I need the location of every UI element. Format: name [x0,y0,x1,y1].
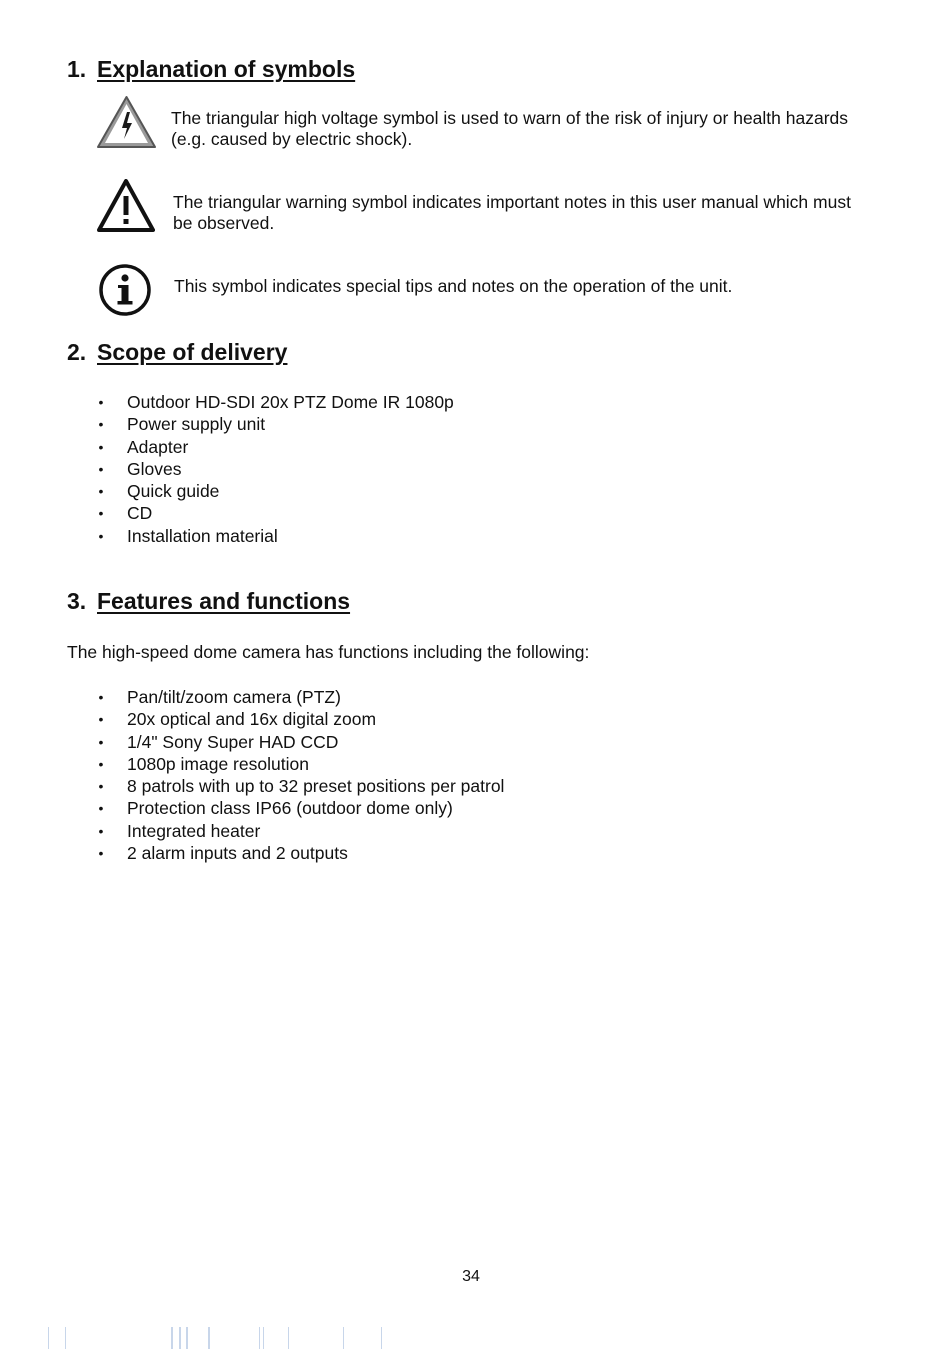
list-item [96,708,504,730]
list-item [96,731,504,753]
section-heading-delivery [67,338,287,366]
list-item [96,686,504,708]
list-item [96,842,504,864]
list-item [96,391,454,413]
bullet: • [98,778,104,795]
section-heading-symbols [67,55,355,83]
delivery-list [96,391,454,547]
list-item-text: Installation material [127,525,278,546]
list-item-text: Quick guide [127,481,220,502]
list-item-text: 1080p image resolution [127,753,309,774]
bullet: • [98,845,104,862]
list-item [96,820,504,842]
bullet: • [98,711,104,728]
features-list [96,686,504,864]
scan-artifact-marks [46,1327,406,1349]
list-item [96,413,454,435]
section-number: 1. [67,56,87,82]
list-item-text: Protection class IP66 (outdoor dome only) [127,798,453,819]
warning-triangle-icon [97,179,155,238]
high-voltage-warning-icon [96,95,157,155]
bullet: • [98,527,104,544]
list-item [96,480,454,502]
section-title: Explanation of symbols [97,56,356,82]
bullet: • [98,505,104,522]
list-item-text: CD [127,503,153,524]
list-item [96,436,454,458]
list-item [96,502,454,524]
bullet: • [98,460,104,477]
list-item-text: Pan/tilt/zoom camera (PTZ) [127,687,341,707]
list-item-text: 20x optical and 16x digital zoom [127,709,377,730]
page-number: 34 [462,1268,480,1285]
features-intro: The high-speed dome camera has functions including the following: [67,642,590,662]
symbol-description: The triangular warning symbol indicates important notes in this user manual which must be observed. [173,192,851,233]
list-item [96,458,454,480]
bullet: • [98,755,104,772]
bullet: • [98,689,104,705]
list-item-text: Power supply unit [127,414,266,435]
section-title: Scope of delivery [97,339,288,365]
section-number: 2. [67,339,87,365]
list-item-text: Outdoor HD-SDI 20x PTZ Dome IR 1080p [127,392,454,412]
symbol-description: This symbol indicates special tips and notes on the operation of the unit. [174,276,733,296]
list-item-text: 8 patrols with up to 32 preset positions per patrol [127,776,505,797]
bullet: • [98,394,104,410]
section-number: 3. [67,588,87,614]
section-title: Features and functions [97,588,351,614]
bullet: • [98,733,104,750]
bullet: • [98,800,104,817]
list-item-text: 1/4" Sony Super HAD CCD [127,731,339,752]
bullet: • [98,483,104,500]
list-item [96,525,454,547]
list-item-text: 2 alarm inputs and 2 outputs [127,843,348,864]
list-item-text: Integrated heater [127,820,261,841]
symbol-description: The triangular high voltage symbol is used to warn of the risk of injury or health hazards (e.g. caused by electric shock). [171,108,849,149]
info-icon [98,263,152,322]
list-item [96,753,504,775]
bullet: • [98,438,104,455]
list-item-text: Adapter [127,436,189,457]
section-heading-features [67,587,350,615]
list-item [96,797,504,819]
list-item-text: Gloves [127,458,182,479]
list-item [96,775,504,797]
bullet: • [98,416,104,433]
bullet: • [98,822,104,839]
